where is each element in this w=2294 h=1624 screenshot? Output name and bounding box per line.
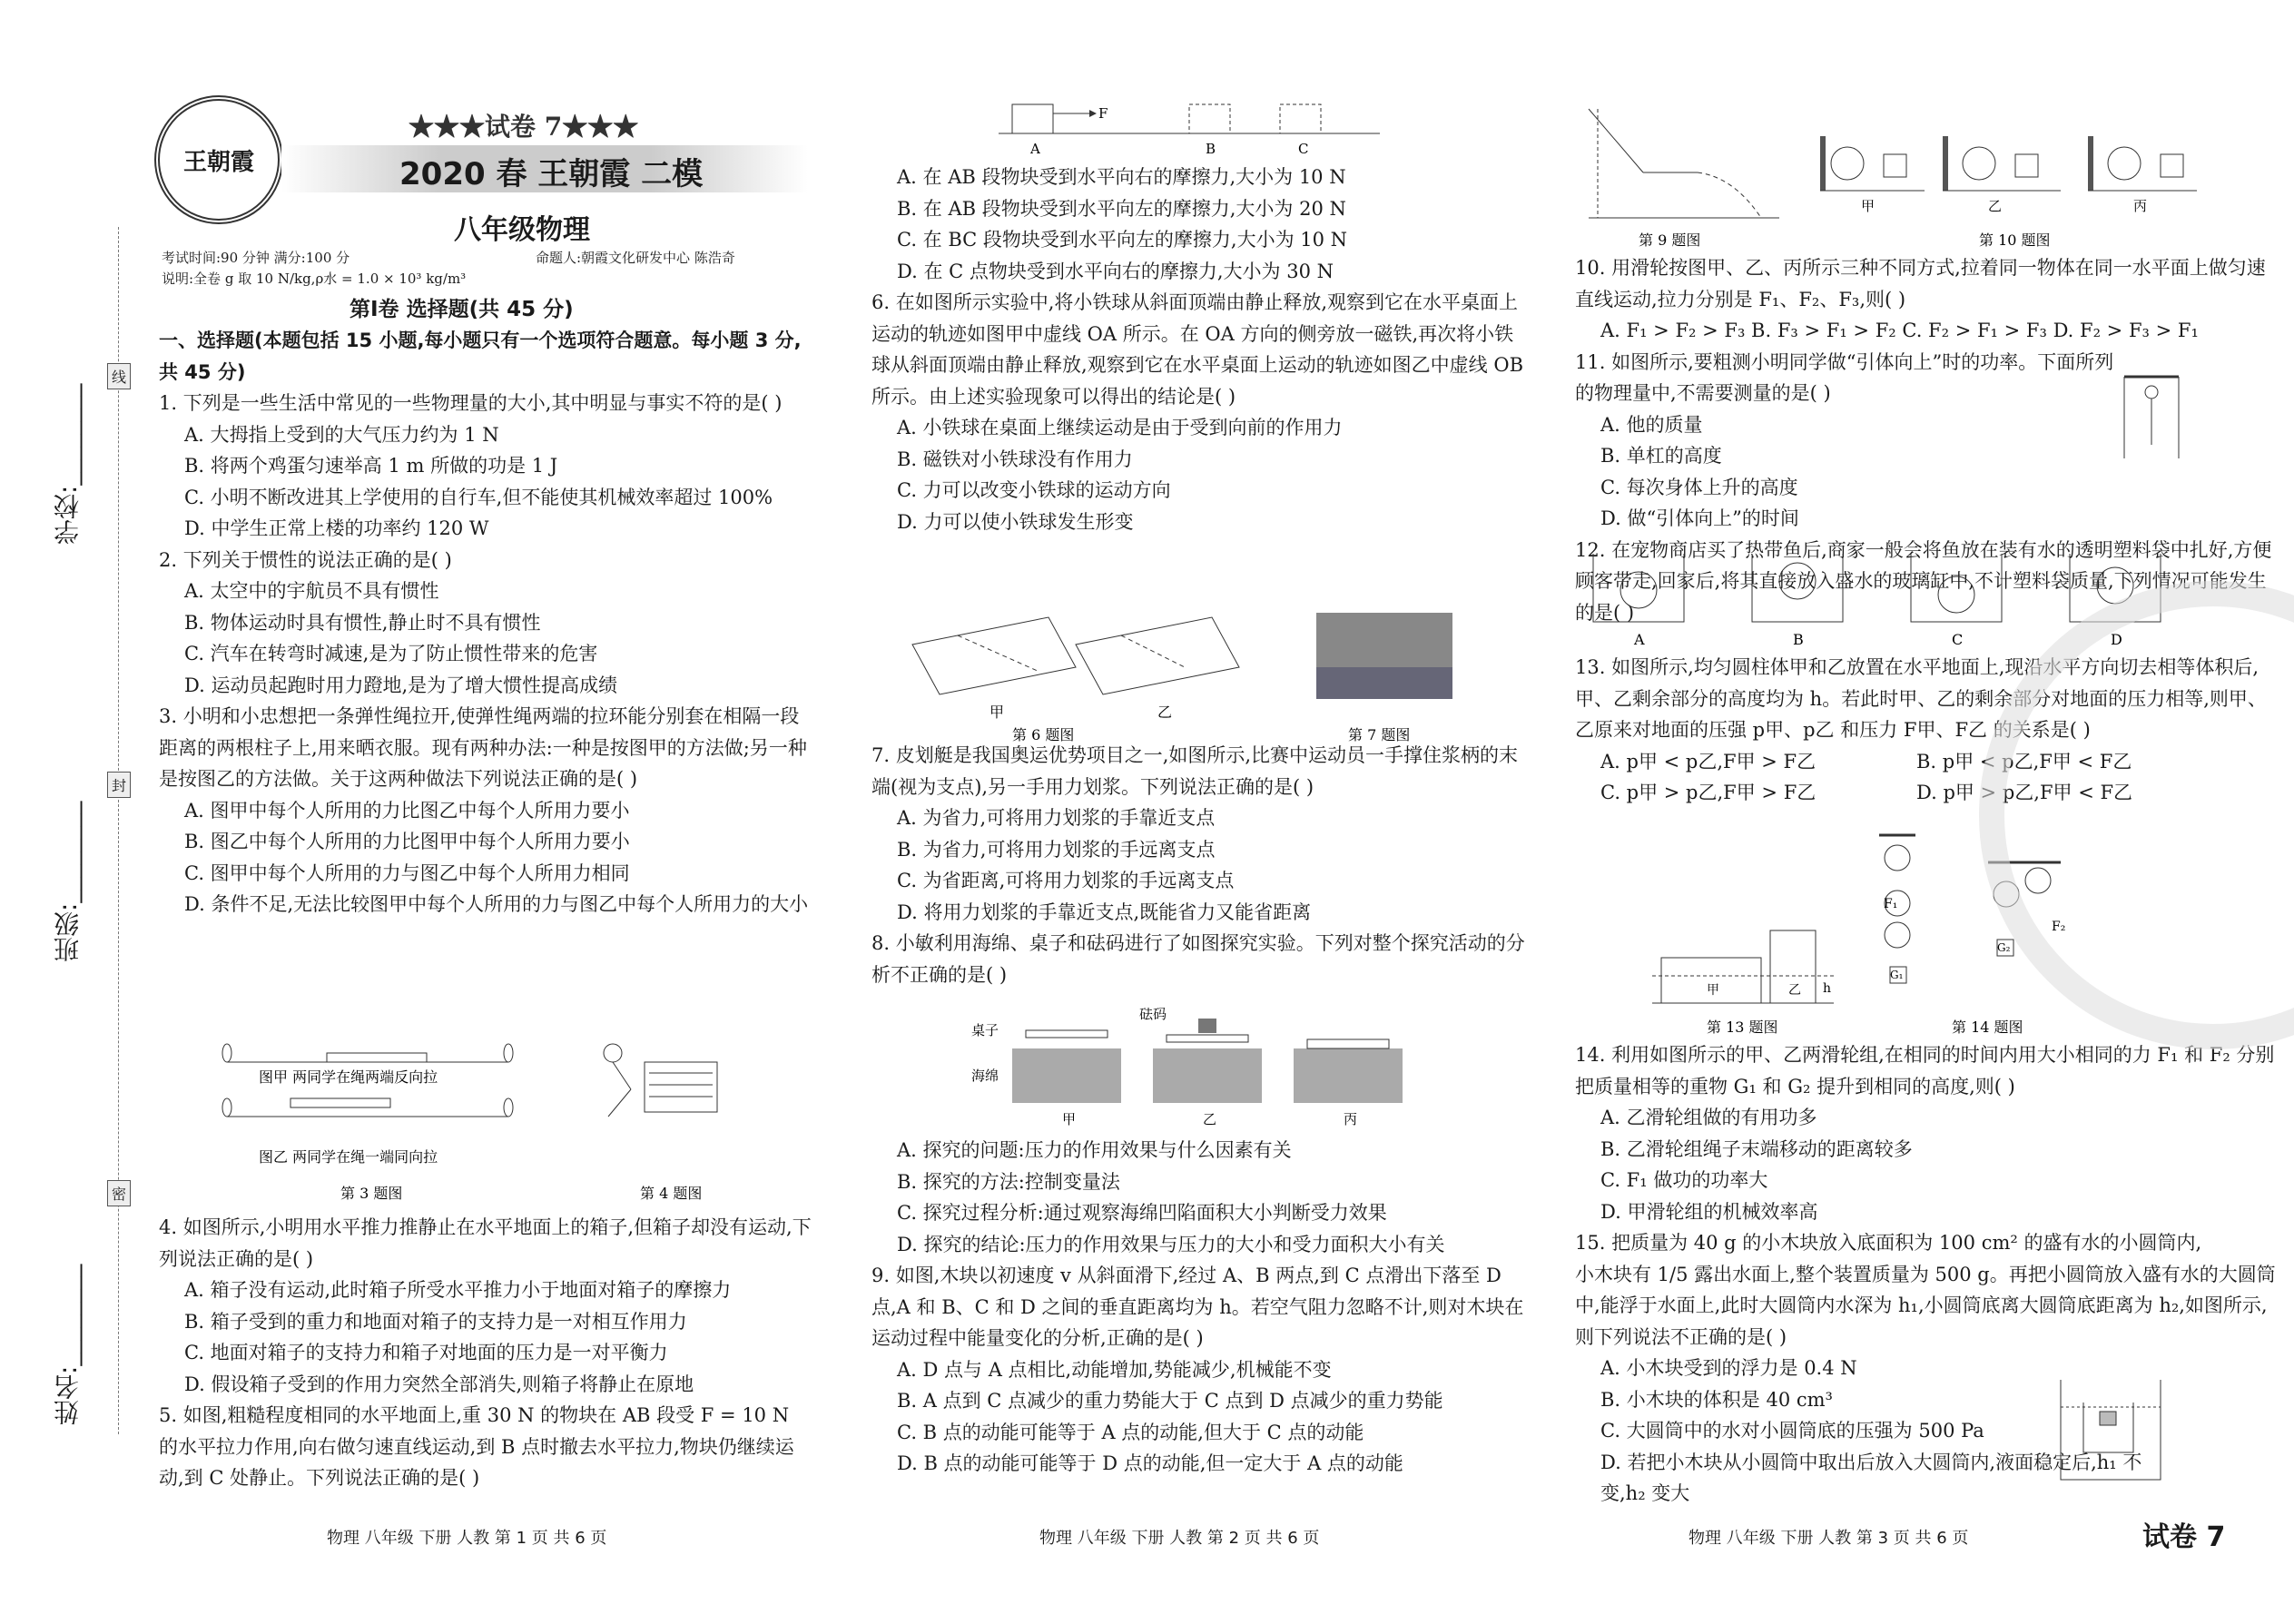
- fig8-b-label: 乙: [1203, 1111, 1217, 1126]
- school-label: 学校:: [53, 485, 83, 545]
- q12-stem: 12. 在宠物商店买了热带鱼后,商家一般会将鱼放在装有水的透明塑料袋中扎好,方便顾客带走,回家后,将其直接放入盛水的玻璃缸中,不计塑料袋质量,下列情况可能发生的是( ): [1575, 538, 2272, 624]
- fig10-c-label: 丙: [2133, 198, 2148, 214]
- question-11: [1575, 347, 2120, 535]
- q15-option-b[interactable]: B. 小木块的体积是 40 cm³: [1600, 1388, 1833, 1411]
- question-4: [159, 1212, 812, 1400]
- q11-option-d[interactable]: D. 做“引体向上”的时间: [1600, 507, 1799, 529]
- school-field[interactable]: 学校:________: [53, 383, 83, 545]
- q7-option-a[interactable]: A. 为省力,可将用力划浆的手靠近支点: [897, 807, 1216, 829]
- q13-stem: 13. 如图所示,均匀圆柱体甲和乙放置在水平地面上,现沿水平方向切去相等体积后,甲、乙剩余部分的高度均为 h。若此时甲、乙的剩余部分对地面的压力相等,则甲、乙原来对地面的压强 p甲、p乙 和压力 F甲、F乙 的关系是( ): [1575, 656, 2267, 741]
- fig5-point-c: C: [1298, 141, 1309, 157]
- q9-option-b[interactable]: B. A 点到 C 点减少的重力势能大于 C 点到 D 点减少的重力势能: [897, 1390, 1443, 1412]
- fig10-caption: 第 10 题图: [1979, 231, 2051, 249]
- fig5-point-a: A: [1030, 141, 1040, 157]
- figure-3-4: [218, 1035, 799, 1216]
- q15-option-a[interactable]: A. 小木块受到的浮力是 0.4 N: [1600, 1357, 1857, 1379]
- footer-page-1: 物理 八年级 下册 人教 第 1 页 共 6 页: [327, 1529, 607, 1548]
- figure-6-7: [903, 590, 1466, 744]
- q2-option-a[interactable]: A. 太空中的宇航员不具有惯性: [184, 580, 439, 602]
- fig5-point-b: B: [1206, 141, 1216, 157]
- fig14-g1-label: G₁: [1890, 969, 1904, 981]
- fig8-sponge-label: 海绵: [971, 1068, 999, 1084]
- footer-paper-tag: 试卷 7: [2142, 1521, 2226, 1553]
- q9-stem: 9. 如图,木块以初速度 v 从斜面滑下,经过 A、B 两点,到 C 点滑出下落至 D 点,A 和 B、C 和 D 之间的垂直距离均为 h。若空气阻力忽略不计,则对木块在运动过程中能量变化的分析,正确的是( ): [871, 1265, 1524, 1349]
- question-15: [1575, 1227, 2283, 1510]
- q6-option-c[interactable]: C. 力可以改变小铁球的运动方向: [897, 479, 1171, 501]
- exam-note: 说明:全卷 g 取 10 N/kg,ρ水 = 1.0 × 10³ kg/m³: [162, 271, 467, 287]
- question-2: [159, 545, 812, 702]
- fig8-desk-label: 桌子: [971, 1022, 999, 1038]
- fig14-f2-label: F₂: [2052, 920, 2066, 934]
- q8-option-d[interactable]: D. 探究的结论:压力的作用效果与压力的大小和受力面积大小有关: [897, 1233, 1445, 1255]
- fig10-b-label: 乙: [1988, 198, 2003, 214]
- fig3-caption: 第 3 题图: [340, 1185, 403, 1202]
- fig7-caption: 第 7 题图: [1348, 726, 1411, 743]
- tag-fold: 密: [107, 1180, 131, 1206]
- fig12-label-c: C: [1952, 631, 1964, 648]
- q5-option-d[interactable]: D. 在 C 点物块受到水平向右的摩擦力,大小为 30 N: [897, 260, 1334, 282]
- q6-option-a[interactable]: A. 小铁球在桌面上继续运动是由于受到向前的作用力: [897, 417, 1343, 438]
- q4-option-b[interactable]: B. 箱子受到的重力和地面对箱子的支持力是一对相互作用力: [184, 1310, 687, 1333]
- exam-author: 命题人:朝霞文化研发中心 陈浩奇: [536, 250, 735, 266]
- figure-9-10: [1580, 100, 2197, 250]
- q9-option-a[interactable]: A. D 点与 A 点相比,动能增加,势能减少,机械能不变: [897, 1358, 1332, 1381]
- q9-option-d[interactable]: D. B 点的动能可能等于 D 点的动能,但一定大于 A 点的动能: [897, 1452, 1403, 1474]
- q1-option-a[interactable]: A. 大拇指上受到的大气压力约为 1 N: [184, 423, 499, 446]
- fig8-a-label: 甲: [1062, 1111, 1077, 1126]
- logo: [154, 95, 283, 224]
- name-field[interactable]: 姓名:________: [53, 1264, 83, 1425]
- fig12-label-a: A: [1634, 631, 1645, 648]
- column-2: [871, 162, 1530, 537]
- q4-option-a[interactable]: A. 箱子没有运动,此时箱子所受水平推力小于地面对箱子的摩擦力: [184, 1279, 732, 1301]
- series-banner: ★★★试卷 7★★★: [409, 112, 639, 142]
- exam-meta: 考试时间:90 分钟 满分:100 分: [162, 250, 350, 266]
- fig14-f1-label: F₁: [1884, 897, 1898, 911]
- q5-option-b[interactable]: B. 在 AB 段物块受到水平向左的摩擦力,大小为 20 N: [897, 197, 1346, 220]
- name-label: 姓名:: [53, 1365, 83, 1425]
- q2-stem: 2. 下列关于惯性的说法正确的是( ): [159, 548, 452, 571]
- column-2-lower: [871, 1135, 1530, 1480]
- question-5: [159, 1400, 812, 1494]
- q1-stem: 1. 下列是一些生活中常见的一些物理量的大小,其中明显与事实不符的是( ): [159, 392, 783, 414]
- binding-line: [118, 227, 119, 1434]
- q14-option-b[interactable]: B. 乙滑轮组绳子末端移动的距离较多: [1600, 1137, 1913, 1160]
- q14-option-c[interactable]: C. F₁ 做功的功率大: [1600, 1169, 1768, 1191]
- q13-option-b[interactable]: B. p甲 < p乙,F甲 < F乙: [1916, 750, 2132, 773]
- q11-option-b[interactable]: B. 单杠的高度: [1600, 445, 1722, 467]
- fig8-weight-label: 砝码: [1139, 1008, 1167, 1022]
- question-10: [1575, 252, 2283, 347]
- q2-option-c[interactable]: C. 汽车在转弯时减速,是为了防止惯性带来的危害: [184, 643, 598, 664]
- question-9: [871, 1260, 1530, 1480]
- question-3: [159, 701, 812, 920]
- fig6-b-label: 乙: [1157, 704, 1173, 721]
- part-title: 第Ⅰ卷 选择题(共 45 分): [350, 298, 574, 321]
- q7-option-d[interactable]: D. 将用力划浆的手靠近支点,既能省力又能省距离: [897, 901, 1312, 923]
- q4-stem: 4. 如图所示,小明用水平推力推静止在水平地面上的箱子,但箱子却没有运动,下列说法正确的是( ): [159, 1216, 812, 1270]
- q15-stem-1: 15. 把质量为 40 g 的小木块放入底面积为 100 cm² 的盛有水的小圆筒内,: [1575, 1232, 2202, 1254]
- logo-text: 王朝霞: [182, 148, 254, 176]
- q7-option-b[interactable]: B. 为省力,可将用力划浆的手远离支点: [897, 838, 1216, 861]
- fig6-caption: 第 6 题图: [1012, 726, 1075, 743]
- q11-option-c[interactable]: C. 每次身体上升的高度: [1600, 476, 1798, 498]
- q10-options[interactable]: A. F₁ > F₂ > F₃ B. F₃ > F₁ > F₂ C. F₂ > F₁ > F₃ D. F₂ > F₃ > F₁: [1600, 320, 2199, 341]
- fig9-caption: 第 9 题图: [1639, 231, 1701, 249]
- fig13-a-label: 甲: [1707, 983, 1719, 998]
- fig4-caption: 第 4 题图: [640, 1185, 703, 1202]
- figure-5: [999, 95, 1380, 159]
- q8-option-c[interactable]: C. 探究过程分析:通过观察海绵凹陷面积大小判断受力效果: [897, 1202, 1387, 1224]
- q10-stem: 10. 用滑轮按图甲、乙、丙所示三种不同方式,拉着同一物体在同一水平面上做匀速直线运动,拉力分别是 F₁、F₂、F₃,则( ): [1575, 257, 2266, 310]
- column-1-lower: [159, 1212, 812, 1494]
- q11-option-a[interactable]: A. 他的质量: [1600, 413, 1703, 436]
- fig12-label-b: B: [1793, 631, 1804, 648]
- q13-option-c[interactable]: C. p甲 > p乙,F甲 > F乙: [1600, 782, 1816, 803]
- fig3-b-label: 图乙 两同学在绳一端同向拉: [259, 1148, 438, 1166]
- figure-15: [2056, 1375, 2165, 1484]
- question-6: [871, 287, 1530, 537]
- q8-option-a[interactable]: A. 探究的问题:压力的作用效果与什么因素有关: [897, 1139, 1292, 1161]
- tag-seal: 封: [107, 772, 131, 798]
- fig12-label-d: D: [2111, 631, 2122, 648]
- q4-option-d[interactable]: D. 假设箱子受到的作用力突然全部消失,则箱子将静止在原地: [184, 1373, 694, 1395]
- q4-option-c[interactable]: C. 地面对箱子的支持力和箱子对地面的压力是一对平衡力: [184, 1342, 668, 1363]
- fig6-a-label: 甲: [989, 704, 1005, 721]
- fig10-a-label: 甲: [1861, 198, 1876, 214]
- subject-title: 八年级物理: [454, 214, 590, 246]
- footer-page-3: 物理 八年级 下册 人教 第 3 页 共 6 页: [1689, 1529, 1969, 1548]
- q8-option-b[interactable]: B. 探究的方法:控制变量法: [897, 1170, 1120, 1193]
- fig13-b-label: 乙: [1788, 983, 1801, 998]
- fig13-h-label: h: [1823, 981, 1832, 996]
- tag-line: 线: [107, 363, 131, 389]
- q15-stem-2: 小木块有 1/5 露出水面上,整个装置质量为 500 g。再把小圆筒放入盛有水的大圆筒中,能浮于水面上,此时大圆筒内水深为 h₁,小圆筒底离大圆筒底距离为 h₂,如图所示,则下列说法不正确的是( ): [1575, 1263, 2276, 1348]
- fig5-force-label: F: [1098, 105, 1108, 122]
- q5-option-c[interactable]: C. 在 BC 段物块受到水平向左的摩擦力,大小为 10 N: [897, 229, 1348, 251]
- question-1: [159, 388, 812, 545]
- question-8: [871, 928, 1530, 990]
- q1-option-b[interactable]: B. 将两个鸡蛋匀速举高 1 m 所做的功是 1 J: [184, 455, 558, 477]
- question-14: [1575, 1039, 2283, 1227]
- class-label: 班级:: [53, 902, 83, 962]
- fig3-a-label: 图甲 两同学在绳两端反向拉: [259, 1068, 438, 1086]
- q7-stem: 7. 皮划艇是我国奥运优势项目之一,如图所示,比赛中运动员一手撑住浆柄的末端(视为支点),另一手用力划浆。下列说法正确的是( ): [871, 744, 1519, 798]
- column-2-mid: [871, 740, 1530, 990]
- q1-option-c[interactable]: C. 小明不断改进其上学使用的自行车,但不能使其机械效率超过 100%: [184, 486, 773, 508]
- q11-stem: 11. 如图所示,要粗测小明同学做“引体向上”时的功率。下面所列的物理量中,不需要测量的是( ): [1575, 350, 2114, 404]
- fig8-c-label: 丙: [1344, 1111, 1358, 1126]
- footer-page-2: 物理 八年级 下册 人教 第 2 页 共 6 页: [1039, 1529, 1320, 1548]
- q15-option-d[interactable]: D. 若把小木块从小圆筒中取出后放入大圆筒内,液面稳定后,h₁ 不变,h₂ 变大: [1600, 1451, 2142, 1504]
- q6-option-d[interactable]: D. 力可以使小铁球发生形变: [897, 510, 1134, 533]
- figure-8: [971, 1008, 1425, 1126]
- exam-title: 2020 春 王朝霞 二模: [399, 156, 704, 192]
- section-heading: 一、选择题(本题包括 15 小题,每小题只有一个选项符合题意。每小题 3 分,共 45 分): [159, 330, 802, 383]
- q9-option-c[interactable]: C. B 点的动能可能等于 A 点的动能,但大于 C 点的动能: [897, 1421, 1364, 1443]
- q3-option-a[interactable]: A. 图甲中每个人所用的力比图乙中每个人所用力要小: [184, 799, 630, 822]
- q14-option-d[interactable]: D. 甲滑轮组的机械效率高: [1600, 1200, 1818, 1223]
- q3-stem: 3. 小明和小忠想把一条弹性绳拉开,使弹性绳两端的拉环能分别套在相隔一段距离的两根柱子上,用来晒衣服。现有两种办法:一种是按图甲的方法做;另一种是按图乙的方法做。关于这两种做法下列说法正确的是( ): [159, 705, 807, 790]
- q3-option-d[interactable]: D. 条件不足,无法比较图甲中每个人所用的力与图乙中每个人所用力的大小: [184, 893, 809, 915]
- question-7: [871, 740, 1530, 928]
- q1-option-d[interactable]: D. 中学生正常上楼的功率约 120 W: [184, 517, 489, 539]
- q6-option-b[interactable]: B. 磁铁对小铁球没有作用力: [897, 448, 1133, 470]
- fig14-g2-label: G₂: [1997, 941, 2011, 954]
- q5-stem: 5. 如图,粗糙程度相同的水平地面上,重 30 N 的物块在 AB 段受 F = 10 N 的水平拉力作用,向右做匀速直线运动,到 B 点时撤去水平拉力,物块仍继续运动,到 C 处静止。下列说法正确的是( ): [159, 1404, 794, 1489]
- fig14-caption: 第 14 题图: [1952, 1019, 2023, 1036]
- class-field[interactable]: 班级:________: [53, 801, 83, 962]
- q2-option-b[interactable]: B. 物体运动时具有惯性,静止时不具有惯性: [184, 611, 541, 634]
- q6-stem: 6. 在如图所示实验中,将小铁球从斜面顶端由静止释放,观察到它在水平桌面上运动的轨迹如图甲中虚线 OA 所示。在 OA 方向的侧旁放一磁铁,再次将小铁球从斜面顶端由静止释放,观察到它在水平桌面上运动的轨迹如图乙中虚线 OB 所示。由上述实验现象可以得出的结论是( ): [871, 291, 1523, 408]
- q15-option-c[interactable]: C. 大圆筒中的水对小圆筒底的压强为 500 Pa: [1600, 1420, 1984, 1442]
- q8-stem: 8. 小敏利用海绵、桌子和砝码进行了如图探究实验。下列对整个探究活动的分析不正确的是( ): [871, 932, 1525, 986]
- q7-option-c[interactable]: C. 为省距离,可将用力划浆的手远离支点: [897, 870, 1235, 891]
- q3-option-c[interactable]: C. 图甲中每个人所用的力与图乙中每个人所用力相同: [184, 861, 630, 884]
- q13-option-d[interactable]: D. p甲 > p乙,F甲 < F乙: [1916, 782, 2133, 803]
- q5-option-a[interactable]: A. 在 AB 段物块受到水平向右的摩擦力,大小为 10 N: [897, 166, 1346, 188]
- column-1: [159, 325, 812, 920]
- q14-stem: 14. 利用如图所示的甲、乙两滑轮组,在相同的时间内用大小相同的力 F₁ 和 F₂ 分别把质量相等的重物 G₁ 和 G₂ 提升到相同的高度,则( ): [1575, 1044, 2275, 1097]
- q13-option-a[interactable]: A. p甲 < p乙,F甲 > F乙: [1600, 750, 1816, 773]
- q2-option-d[interactable]: D. 运动员起跑时用力蹬地,是为了增大惯性提高成绩: [184, 674, 618, 696]
- q3-option-b[interactable]: B. 图乙中每个人所用的力比图甲中每个人所用力要小: [184, 831, 630, 852]
- figure-11: [2115, 372, 2188, 458]
- fig13-caption: 第 13 题图: [1707, 1019, 1778, 1036]
- q14-option-a[interactable]: A. 乙滑轮组做的有用功多: [1600, 1107, 1817, 1128]
- column-3-lower: [1575, 1039, 2283, 1510]
